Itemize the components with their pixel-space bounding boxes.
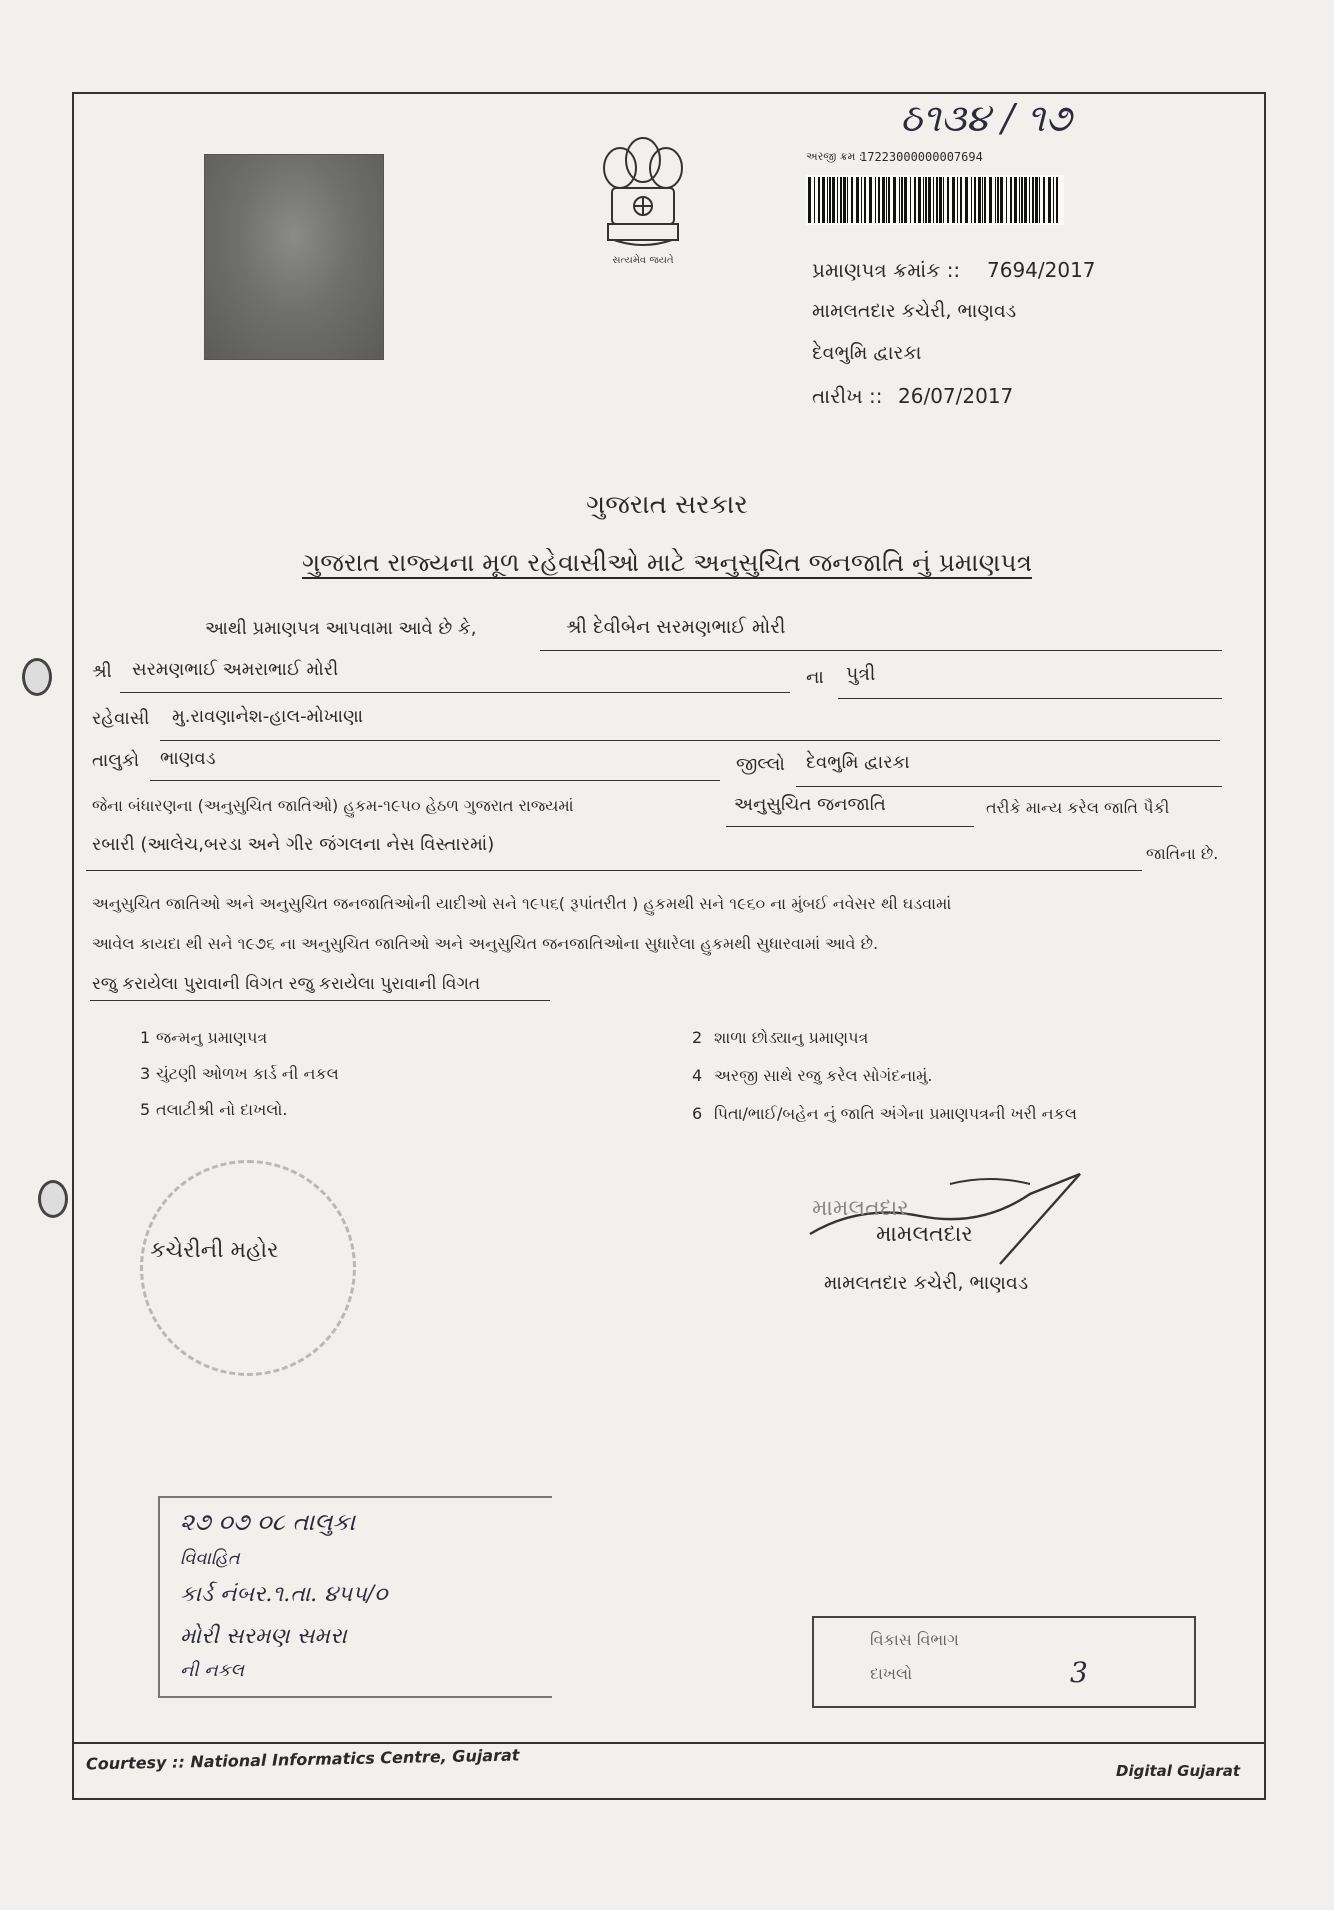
barcode-bar xyxy=(914,177,916,223)
footer-divider xyxy=(74,1742,1266,1744)
barcode-bar xyxy=(1006,177,1007,223)
barcode-bar xyxy=(882,177,885,223)
evidence-item-1: જન્મનુ પ્રમાણપત્ર xyxy=(156,1028,268,1047)
barcode-bar xyxy=(886,177,887,223)
barcode-bar xyxy=(957,177,958,223)
legal-paragraph-line-2: આવેલ કાયદા થી સને ૧૯૭૬ ના અનુસુચિત જાતિઓ અને અનુસુચિત જનજાતિઓના સુધારેલા હુકમથી સુધારવામાં આવે છે. xyxy=(92,934,879,953)
certificate-subtitle: ગુજરાત રાજ્યના મૂળ રહેવાસીઓ માટે અનુસુચિત જનજાતિ નું પ્રમાણપત્ર xyxy=(302,548,1032,577)
barcode-bar xyxy=(1032,177,1034,223)
evidence-item-2: શાળા છોડ્યાનુ પ્રમાણપત્ર xyxy=(714,1028,869,1047)
resident-underline xyxy=(160,740,1220,741)
father-prefix: શ્રી xyxy=(92,661,112,682)
caste-suffix: જાતિના છે. xyxy=(1146,844,1219,863)
barcode-bar xyxy=(861,177,862,223)
barcode-bar xyxy=(829,177,831,223)
page-title: ગુજરાત સરકાર xyxy=(586,490,748,520)
relation-underline xyxy=(838,698,1222,699)
barcode-bar xyxy=(814,177,815,223)
stamp-right-number: 3 xyxy=(1070,1656,1088,1689)
barcode-bar xyxy=(1014,177,1017,223)
barcode-bar xyxy=(995,177,996,223)
office-district: દેવભુમિ દ્વારકા xyxy=(812,342,922,364)
barcode-bar xyxy=(1021,177,1023,223)
barcode-bar xyxy=(899,177,900,223)
stamp-left-line-3: કાર્ડ નંબર.૧.તા. ૪૫૫/૦ xyxy=(180,1582,388,1607)
footer-brand: Digital Gujarat xyxy=(1116,1762,1241,1780)
barcode-bar xyxy=(856,177,859,223)
barcode-bar xyxy=(827,177,828,223)
barcode-bar xyxy=(1010,177,1012,223)
barcode-bar xyxy=(997,177,999,223)
stamp-left-line-1: ૨૭ ૦૭ ૦૮ તાલુકા xyxy=(180,1508,356,1536)
resident-value: મુ.રાવણાનેશ-હાલ-મોખાણા xyxy=(172,706,364,727)
category-value: અનુસુચિત જનજાતિ xyxy=(734,794,886,815)
barcode-bar xyxy=(843,177,846,223)
cert-number-label: પ્રમાણપત્ર ક્રમાંક :: xyxy=(812,258,961,282)
district-value: દેવભુમિ દ્વારકા xyxy=(806,752,910,773)
cert-number: 7694/2017 xyxy=(987,258,1096,282)
date-label: તારીખ :: xyxy=(812,384,883,408)
intro-text: આથી પ્રમાણપત્ર આપવામા આવે છે કે, xyxy=(205,618,477,639)
evidence-num-5: 5 xyxy=(140,1100,151,1119)
barcode-bar xyxy=(943,177,944,223)
footer-courtesy: Courtesy :: National Informatics Centre, Gujarat xyxy=(85,1745,520,1774)
barcode-bar xyxy=(978,177,981,223)
barcode-bar xyxy=(939,177,942,223)
evidence-item-6: પિતા/ભાઈ/બહેન નું જાતિ અંગેના પ્રમાણપત્રની ખરી નકલ xyxy=(714,1104,1077,1123)
barcode-bar xyxy=(847,177,848,223)
barcode-bar xyxy=(989,177,992,223)
binder-hole-top xyxy=(22,658,52,696)
taluka-underline xyxy=(150,780,720,781)
caste-value: રબારી (આલેચ,બરડા અને ગીર જંગલના નેસ વિસ્તારમાં) xyxy=(92,834,495,855)
recognized-text: તરીકે માન્ય કરેલ જાતિ પૈકી xyxy=(986,798,1170,817)
barcode-bar xyxy=(1024,177,1027,223)
applicant-photo xyxy=(204,154,384,360)
evidence-heading: રજુ કરાયેલા પુરાવાની વિગત રજુ કરાયેલા પુરાવાની વિગત xyxy=(92,974,481,994)
barcode-bar xyxy=(808,177,811,223)
barcode-bar xyxy=(869,177,872,223)
issue-date: 26/07/2017 xyxy=(898,384,1014,408)
barcode-bar xyxy=(878,177,880,223)
signatory-office: મામલતદાર કચેરી, ભાણવડ xyxy=(824,1272,1029,1294)
barcode-bar xyxy=(947,177,949,223)
barcode-bar xyxy=(952,177,955,223)
barcode-bar xyxy=(851,177,853,223)
evidence-num-1: 1 xyxy=(140,1028,151,1047)
barcode-bar xyxy=(1035,177,1038,223)
evidence-num-4: 4 xyxy=(692,1066,703,1085)
caste-underline xyxy=(86,870,1142,871)
barcode-bar xyxy=(960,177,962,223)
evidence-num-3: 3 xyxy=(140,1064,151,1083)
stamp-left-line-2: વિવાહિત xyxy=(180,1548,240,1569)
barcode-bar xyxy=(888,177,890,223)
barcode-bar xyxy=(1000,177,1003,223)
evidence-item-3: ચુંટણી ઓળખ કાર્ડ ની નકલ xyxy=(156,1064,339,1083)
signature-stamp: મામલતદાર xyxy=(812,1196,909,1221)
evidence-heading-underline xyxy=(90,1000,550,1001)
evidence-num-6: 6 xyxy=(692,1104,703,1123)
relation-label: ના xyxy=(806,667,824,688)
barcode-bar xyxy=(984,177,986,223)
office-seal xyxy=(140,1160,356,1376)
office-name: મામલતદાર કચેરી, ભાણવડ xyxy=(812,300,1017,322)
district-label: જીલ્લો xyxy=(736,754,785,775)
barcode-bar xyxy=(925,177,927,223)
resident-label: રહેવાસી xyxy=(92,708,150,729)
barcode-bar xyxy=(875,177,876,223)
barcode-bar xyxy=(974,177,976,223)
barcode-bar xyxy=(982,177,983,223)
order-text: જેના બંધારણના (અનુસુચિત જાતિઓ) હુકમ-૧૯૫૦ હેઠળ ગુજરાત રાજ્યમાં xyxy=(92,796,574,815)
serial-number: 17223000000007694 xyxy=(860,150,983,164)
barcode-bar xyxy=(864,177,866,223)
barcode-bar xyxy=(936,177,938,223)
barcode-bar xyxy=(910,177,911,223)
evidence-item-5: તલાટીશ્રી નો દાખલો. xyxy=(156,1100,288,1119)
father-underline xyxy=(120,692,790,693)
barcode-bar xyxy=(971,177,972,223)
signatory-title: મામલતદાર xyxy=(876,1222,973,1247)
taluka-label: તાલુકો xyxy=(92,750,140,771)
barcode-bar xyxy=(901,177,903,223)
barcode-bar xyxy=(893,177,896,223)
stamp-right-line-2: દાખલો xyxy=(870,1664,913,1683)
barcode-bar xyxy=(904,177,907,223)
evidence-num-2: 2 xyxy=(692,1028,703,1047)
handwritten-reference: ઠ૧૩૪ / ૧૭ xyxy=(900,96,1072,140)
barcode-bar xyxy=(918,177,921,223)
barcode-bar xyxy=(965,177,968,223)
stamp-right-line-1: વિકાસ વિભાગ xyxy=(870,1630,959,1649)
category-underline xyxy=(726,826,974,827)
barcode-icon xyxy=(806,175,1064,225)
barcode-bar xyxy=(1053,177,1054,223)
evidence-item-4: અરજી સાથે રજુ કરેલ સોગંદનામું. xyxy=(714,1066,933,1085)
barcode-bar xyxy=(1039,177,1040,223)
barcode-bar xyxy=(1029,177,1030,223)
applicant-name: શ્રી દેવીબેન સરમણભાઈ મોરી xyxy=(566,616,786,638)
father-name: સરમણભાઈ અમરાભાઈ મોરી xyxy=(132,659,339,680)
legal-paragraph-line-1: અનુસુચિત જાતિઓ અને અનુસુચિત જનજાતિઓની યાદીઓ સને ૧૯૫૬( રૂપાંતરીત ) હુકમથી સને ૧૯૬૦ ના મુંબઈ નવેસર થી ઘડવામાં xyxy=(92,894,952,913)
barcode-bar xyxy=(822,177,825,223)
district-underline xyxy=(796,786,1222,787)
relation-value: પુત્રી xyxy=(846,663,876,685)
barcode-bar xyxy=(1056,177,1058,223)
emblem-motto: સત્યમેવ જયતે xyxy=(612,255,674,266)
barcode-bar xyxy=(933,177,934,223)
barcode-bar xyxy=(837,177,838,223)
barcode-bar xyxy=(928,177,931,223)
national-emblem-icon xyxy=(590,130,696,270)
barcode-bar xyxy=(1048,177,1051,223)
stamp-left-line-4: મોરી સરમણ સમરા xyxy=(180,1624,347,1649)
barcode-bar xyxy=(1019,177,1020,223)
office-seal-label: કચેરીની મહોર xyxy=(150,1238,279,1263)
barcode-bar xyxy=(1043,177,1045,223)
barcode-bar xyxy=(832,177,835,223)
barcode-bar xyxy=(818,177,820,223)
name-underline xyxy=(540,650,1222,651)
binder-hole-bottom xyxy=(38,1180,68,1218)
taluka-value: ભાણવડ xyxy=(160,748,216,769)
stamp-left-line-5: ની નકલ xyxy=(180,1660,245,1681)
serial-label: અરજી ક્રમ : xyxy=(806,150,863,163)
barcode-bar xyxy=(923,177,924,223)
barcode-bar xyxy=(840,177,842,223)
